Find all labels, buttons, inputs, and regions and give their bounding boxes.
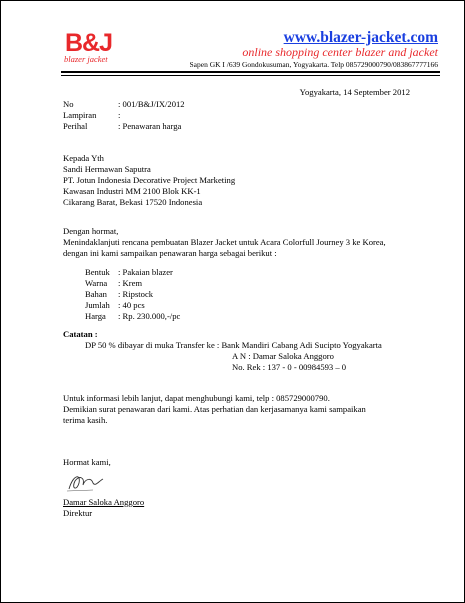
company-address: Sapen GK I /639 Gondokusuman, Yogyakarta. Telp 085729000790/083867777166	[189, 60, 438, 69]
spec-label: Harga	[85, 311, 106, 321]
recipient-line: Kepada Yth	[63, 153, 104, 163]
greeting: Dengan hormat,	[63, 226, 119, 236]
notes-line-3: No. Rek : 137 - 0 - 00984593 – 0	[232, 362, 347, 372]
company-tagline: online shopping center blazer and jacket	[242, 45, 438, 59]
spec-value: : Rp. 230.000,-/pc	[118, 311, 181, 321]
company-logo: B&J	[65, 29, 113, 57]
recipient-line: PT. Jotun Indonesia Decorative Project Marketing	[63, 175, 236, 185]
recipient-line: Sandi Hermawan Saputra	[63, 164, 151, 174]
handwritten-signature	[63, 471, 107, 495]
meta-label-no: No	[63, 99, 74, 109]
signature-title: Direktur	[63, 508, 93, 518]
meta-value-no: : 001/B&J/IX/2012	[118, 99, 185, 109]
meta-value-perihal: : Penawaran harga	[118, 121, 182, 131]
notes-line-1: DP 50 % dibayar di muka Transfer ke : Bank Mandiri Cabang Adi Sucipto Yogyakarta	[85, 340, 382, 350]
spec-label: Bentuk	[85, 267, 110, 277]
company-logo-subtitle: blazer jacket	[64, 54, 108, 64]
spec-label: Bahan	[85, 289, 107, 299]
signature-salutation: Hormat kami,	[63, 457, 111, 467]
spec-label: Jumlah	[85, 300, 110, 310]
intro-line-1: Menindaklanjuti rencana pembuatan Blazer Jacket untuk Acara Colorfull Journey 3 ke Korea,	[63, 237, 386, 247]
spec-value: : Pakaian blazer	[118, 267, 173, 277]
header-rule-thick	[61, 71, 440, 73]
closing-info: Untuk informasi lebih lanjut, dapat menghubungi kami, telp : 085729000790.	[63, 393, 330, 403]
notes-title: Catatan :	[63, 329, 98, 339]
closing-thanks-2: terima kasih.	[63, 415, 108, 425]
recipient-line: Cikarang Barat, Bekasi 17520 Indonesia	[63, 197, 203, 207]
meta-label-lampiran: Lampiran	[63, 110, 97, 120]
spec-label: Warna	[85, 278, 108, 288]
signature-name: Damar Saloka Anggoro	[63, 497, 145, 507]
notes-line-2: A N : Damar Saloka Anggoro	[232, 351, 334, 361]
header-rule-thin	[61, 75, 440, 76]
spec-value: : Ripstock	[118, 289, 154, 299]
meta-label-perihal: Perihal	[63, 121, 88, 131]
spec-value: : Krem	[118, 278, 143, 288]
closing-thanks-1: Demikian surat penawaran dari kami. Atas perhatian dan kerjasamanya kami sampaikan	[63, 404, 366, 414]
letter-date: Yogyakarta, 14 September 2012	[299, 87, 410, 97]
website-link[interactable]: www.blazer-jacket.com	[283, 29, 438, 46]
spec-value: : 40 pcs	[118, 300, 145, 310]
meta-value-lampiran: :	[118, 110, 121, 120]
recipient-line: Kawasan Industri MM 2100 Blok KK-1	[63, 186, 201, 196]
intro-line-2: dengan ini kami sampaikan penawaran harga sebagai berikut :	[63, 248, 277, 258]
